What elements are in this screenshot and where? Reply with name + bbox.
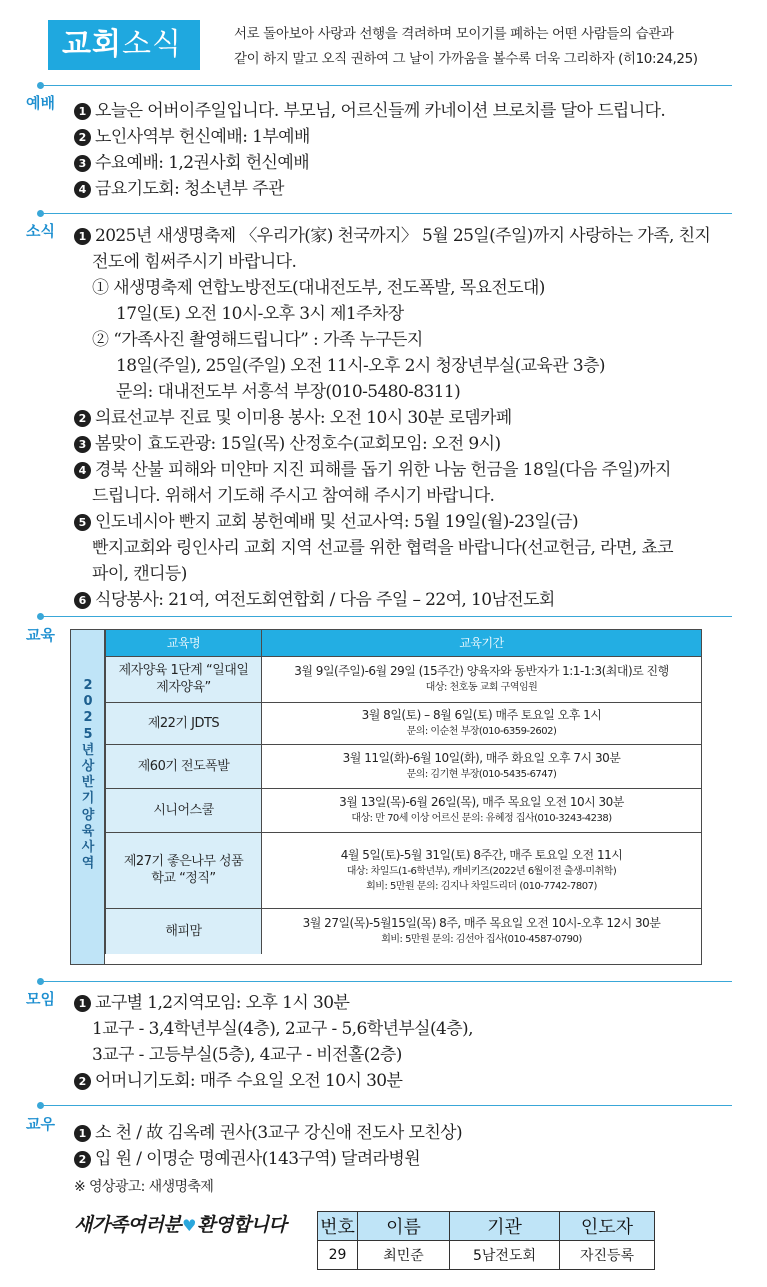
- course-name-text: 제27기 좋은나무 성품학교 “정직”: [123, 854, 244, 886]
- period-text: 3월 13일(목)-6월 26일(목), 매주 목요일 오전 10시 30분: [339, 795, 624, 809]
- period-text: 3월 27일(목)-5월15일(목) 8주, 매주 목요일 오전 10시-오후 12시 30분: [302, 916, 661, 931]
- period-text: 3월 11일(화)-6월 10일(화), 매주 화요일 오후 7시 30분: [342, 751, 621, 765]
- table-row: [106, 832, 702, 908]
- worship-item-text: 수요예배: 1,2권사회 헌신예배: [95, 153, 310, 173]
- news-line: [74, 275, 710, 301]
- number-badge: 1: [74, 228, 91, 245]
- news-line: [74, 457, 710, 483]
- period-detail: 문의: 이순천 부장(010-6359-2602): [406, 726, 557, 737]
- news-line-text: 경북 산불 피해와 미얀마 지진 피해를 돕기 위한 나눔 헌금을 18일(다음 주일)까지: [95, 460, 671, 480]
- period-text: 4월 5일(토)-5월 31일(토) 8주간, 매주 토요일 오전 11시: [340, 847, 623, 862]
- table-row: [106, 656, 702, 702]
- ad-note: [74, 1174, 462, 1200]
- number-badge: 3: [74, 155, 91, 172]
- title-bold: 교회: [62, 27, 122, 62]
- number-badge: 1: [74, 1125, 91, 1142]
- divider-news: [40, 213, 732, 214]
- news-line-text: 문의: 대내전도부 서흥석 부장(010-5480-8311): [116, 382, 461, 402]
- number-badge: 1: [74, 103, 91, 120]
- welcome-text-b: 환영합니다: [196, 1214, 287, 1236]
- number-badge: 2: [74, 410, 91, 427]
- news-line-text: 의료선교부 진료 및 이미용 봉사: 오전 10시 30분 로뎀카페: [95, 408, 512, 428]
- label-members: 교우: [26, 1115, 55, 1133]
- news-line: [74, 405, 710, 431]
- period-detail-2: 회비: 5만원 문의: 김지나 차일드리더 (010-7742-7807): [366, 880, 597, 892]
- col-header-name: 교육명: [106, 630, 262, 656]
- meeting-line: [74, 1016, 473, 1042]
- number-badge: 2: [74, 1073, 91, 1090]
- period-text: 3월 8일(토) – 8월 6일(토) 매주 토요일 오후 1시: [361, 708, 602, 722]
- worship-item-text: 오늘은 어버이주일입니다. 부모님, 어르신들께 카네이션 브로치를 달아 드립니다.: [95, 101, 666, 121]
- number-badge: 2: [74, 1151, 91, 1168]
- news-line-text: 전도에 힘써주시기 바랍니다.: [92, 252, 297, 272]
- course-name-text: 해피맘: [165, 923, 202, 939]
- meeting-line: [74, 1068, 473, 1094]
- members-line: [74, 1120, 462, 1146]
- label-meeting: 모임: [26, 990, 55, 1008]
- news-line-text: 빤지교회와 링인사리 교회 지역 선교를 위한 협력을 바랍니다(선교헌금, 라면, 쵸코: [92, 538, 673, 558]
- news-line: [74, 249, 710, 275]
- number-badge: 6: [74, 592, 91, 609]
- course-period: [262, 908, 702, 954]
- newcomer-col-number: 번호: [318, 1212, 358, 1241]
- period-detail: 문의: 김기현 부장(010-5435-6747): [406, 769, 557, 780]
- divider-education: [40, 616, 732, 617]
- newcomer-header-row: [318, 1212, 655, 1241]
- meeting-line: [74, 1042, 473, 1068]
- course-period: [262, 788, 702, 832]
- education-header-row: [106, 630, 702, 656]
- course-name: [106, 908, 262, 954]
- course-name-text: 제60기 전도폭발: [137, 758, 230, 774]
- newcomer-table: [317, 1211, 655, 1270]
- news-line: [74, 509, 710, 535]
- section-title: [48, 20, 200, 70]
- newcomer-guide: 자진등록: [560, 1241, 655, 1270]
- news-line: [74, 561, 710, 587]
- col-header-period: 교육기간: [262, 630, 702, 656]
- table-row: [106, 908, 702, 954]
- worship-item: [74, 150, 665, 176]
- number-badge: 3: [74, 436, 91, 453]
- worship-item-text: 노인사역부 헌신예배: 1부예배: [95, 127, 310, 147]
- meeting-line-text: 어머니기도회: 매주 수요일 오전 10시 30분: [95, 1071, 403, 1091]
- newcomer-group: 5남전도회: [450, 1241, 560, 1270]
- news-line-text: 2025년 새생명축제 〈우리가(家) 천국까지〉 5월 25일(주일)까지 사랑하는 가족, 친지: [95, 226, 711, 246]
- newcomer-col-group: 기관: [450, 1212, 560, 1241]
- members-list: [74, 1120, 462, 1200]
- news-line-text: ② “가족사진 촬영해드립니다” : 가족 누구든지: [92, 330, 423, 350]
- education-side-title: [71, 630, 105, 964]
- meeting-line-text: 교구별 1,2지역모임: 오후 1시 30분: [95, 993, 350, 1013]
- news-line: [74, 535, 710, 561]
- course-period: [262, 702, 702, 744]
- verse-line-2: 같이 하지 말고 오직 권하여 그 날이 가까움을 볼수록 더욱 그리하자 (히10:24,25): [234, 51, 698, 67]
- education-table-wrap: [70, 629, 702, 965]
- course-name: [106, 656, 262, 702]
- worship-item: [74, 176, 665, 202]
- label-education: 교육: [26, 626, 55, 644]
- news-line: [74, 301, 710, 327]
- verse-line-1: 서로 돌아보아 사랑과 선행을 격려하며 모이기를 폐하는 어떤 사람들의 습관과: [234, 26, 674, 42]
- news-line-text: 파이, 캔디등): [92, 564, 187, 584]
- meeting-line-text: 3교구 - 고등부실(5층), 4교구 - 비전홀(2층): [92, 1045, 402, 1065]
- course-period: [262, 656, 702, 702]
- news-line: [74, 379, 710, 405]
- page-header: [0, 0, 767, 80]
- worship-item: [74, 98, 665, 124]
- table-row: [318, 1241, 655, 1270]
- course-period: [262, 832, 702, 908]
- title-light: 소식: [121, 27, 182, 62]
- worship-item-text: 금요기도회: 청소년부 주관: [95, 179, 284, 199]
- label-worship: 예배: [26, 94, 55, 112]
- number-badge: 4: [74, 462, 91, 479]
- label-news: 소식: [26, 222, 55, 240]
- period-detail: 회비: 5만원 문의: 김선아 집사(010-4587-0790): [381, 934, 582, 946]
- welcome-message: [74, 1210, 286, 1237]
- heart-icon: ♥: [182, 1216, 196, 1235]
- table-row: [106, 788, 702, 832]
- course-name-text: 시니어스쿨: [153, 802, 214, 818]
- meeting-line: [74, 990, 473, 1016]
- members-line: [74, 1146, 462, 1172]
- number-badge: 2: [74, 129, 91, 146]
- news-line: [74, 587, 710, 613]
- meeting-list: [74, 990, 473, 1094]
- meeting-line-text: 1교구 - 3,4학년부실(4층), 2교구 - 5,6학년부실(4층),: [92, 1019, 473, 1039]
- news-line-text: 식당봉사: 21여, 여전도회연합회 / 다음 주일 – 22여, 10남전도회: [95, 590, 555, 610]
- number-badge: 1: [74, 995, 91, 1012]
- news-line: [74, 353, 710, 379]
- course-period: [262, 744, 702, 788]
- news-line: [74, 327, 710, 353]
- newcomer-col-guide: 인도자: [560, 1212, 655, 1241]
- period-detail: 대상: 차일드(1-6학년부), 캐비키즈(2022년 6월이전 출생-미취학): [346, 865, 617, 877]
- worship-list: [74, 98, 665, 202]
- news-list: [74, 223, 710, 613]
- worship-item: [74, 124, 665, 150]
- ad-note-text: ※ 영상광고: 새생명축제: [74, 1179, 214, 1195]
- period-detail: 대상: 만 70세 이상 어르신 문의: 유혜정 집사(010-3243-4238): [351, 813, 612, 824]
- newcomer-name: 최민준: [358, 1241, 450, 1270]
- divider-meeting: [40, 981, 732, 982]
- members-line-text: 소 천 / 故 김옥례 권사(3교구 강신애 전도사 모친상): [95, 1123, 463, 1143]
- period-text: 3월 9일(주일)-6월 29일 (15주간) 양육자와 동반자가 1:1-1:3(최대)로 진행: [294, 664, 669, 678]
- side-title-text: 2025년 상반기 양육사역: [81, 678, 95, 872]
- news-line-text: 봄맞이 효도관광: 15일(목) 산정호수(교회모임: 오전 9시): [95, 434, 501, 454]
- news-line-text: 18일(주일), 25일(주일) 오전 11시-오후 2시 청장년부실(교육관 3층): [116, 356, 605, 376]
- newcomer-number: 29: [318, 1241, 358, 1270]
- welcome-text-a: 새가족여러분: [74, 1214, 182, 1236]
- table-row: [106, 702, 702, 744]
- news-line: [74, 223, 710, 249]
- news-line: [74, 483, 710, 509]
- news-line-text: 드립니다. 위해서 기도해 주시고 참여해 주시기 바랍니다.: [92, 486, 495, 506]
- divider-worship: [40, 85, 732, 86]
- bible-verse: [234, 22, 754, 72]
- course-name: [106, 744, 262, 788]
- course-name-text: 제22기 JDTS: [147, 715, 220, 731]
- course-name: [106, 702, 262, 744]
- period-detail: 대상: 천호동 교회 구역임원: [425, 682, 538, 693]
- table-row: [106, 744, 702, 788]
- course-name: [106, 788, 262, 832]
- education-table: [105, 630, 701, 954]
- number-badge: 4: [74, 181, 91, 198]
- news-line-text: 17일(토) 오전 10시-오후 3시 제1주차장: [116, 304, 404, 324]
- divider-members: [40, 1105, 732, 1106]
- course-name-text: 제자양육 1단계 “일대일제자양육”: [118, 663, 249, 695]
- course-name: [106, 832, 262, 908]
- number-badge: 5: [74, 514, 91, 531]
- news-line-text: 인도네시아 빤지 교회 봉헌예배 및 선교사역: 5월 19일(월)-23일(금): [95, 512, 579, 532]
- news-line: [74, 431, 710, 457]
- newcomer-col-name: 이름: [358, 1212, 450, 1241]
- members-line-text: 입 원 / 이명순 명예권사(143구역) 달려라병원: [95, 1149, 421, 1169]
- news-line-text: ① 새생명축제 연합노방전도(대내전도부, 전도폭발, 목요전도대): [92, 278, 545, 298]
